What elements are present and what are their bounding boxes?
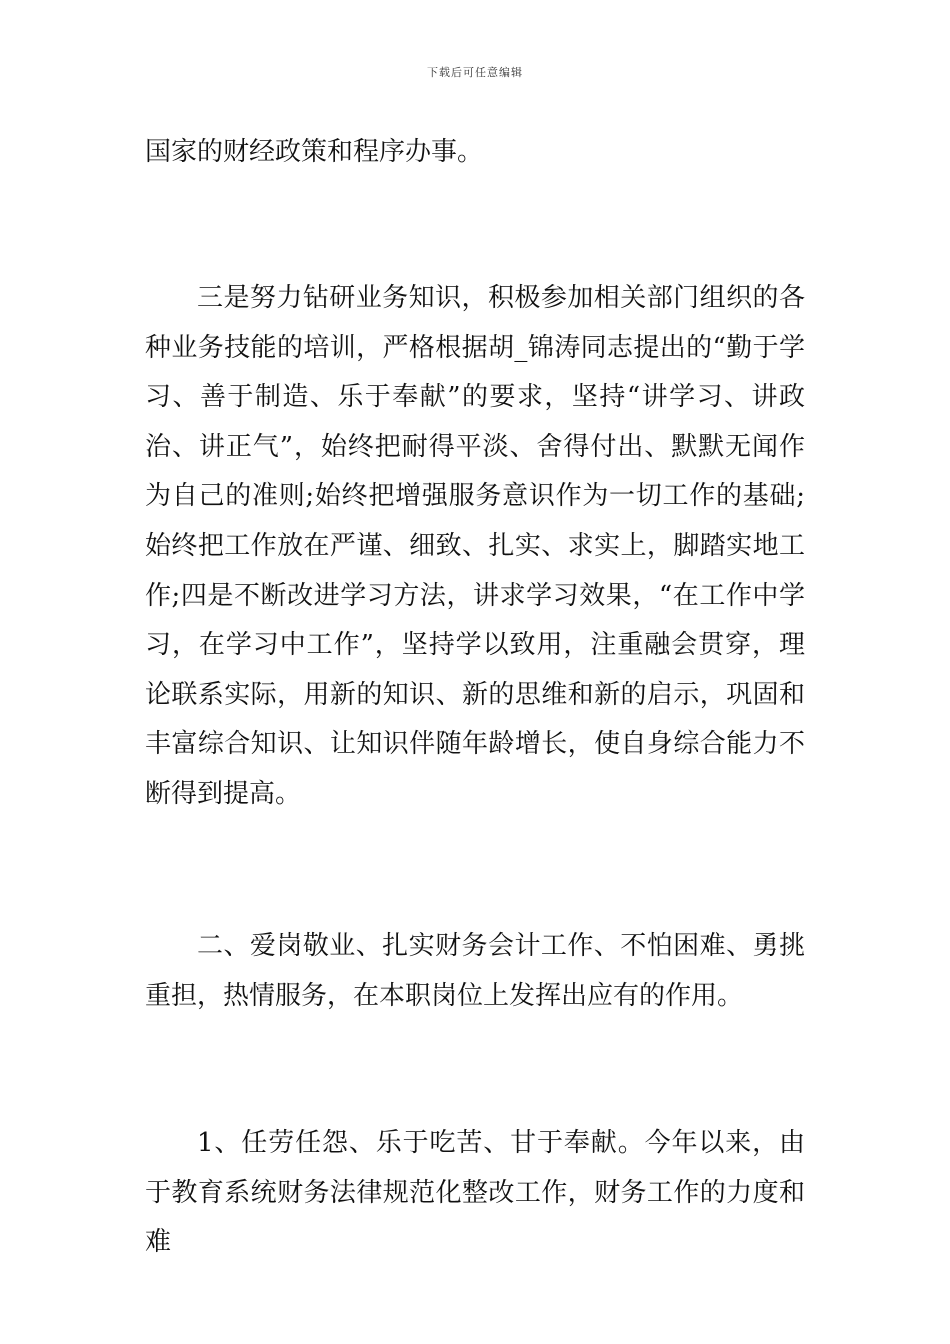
paragraph-continuation: 国家的财经政策和程序办事。 bbox=[145, 137, 484, 167]
paragraph-item-one: 1、任劳任怨、乐于吃苦、甘于奉献。今年以来，由于教育系统财务法律规范化整改工作，财务工作的力度和难 bbox=[145, 1128, 805, 1258]
paragraph-section-two: 二、爱岗敬业、扎实财务会计工作、不怕困难、勇挑重担，热情服务，在本职岗位上发挥出应有的作用。 bbox=[145, 931, 805, 1011]
page-header: 下载后可任意编辑 bbox=[427, 66, 523, 79]
paragraph-study: 三是努力钻研业务知识，积极参加相关部门组织的各种业务技能的培训，严格根据胡_锦涛同志提出的“勤于学习、善于制造、乐于奉献”的要求，坚持“讲学习、讲政治、讲正气”，始终把耐得平淡、舍得付出、默默无闻作为自己的准则;始终把增强服务意识作为一切工作的基础;始终把工作放在严谨、细致、扎实、求实上，脚踏实地工作;四是不断改进学习方法，讲求学习效果，“在工作中学习，在学习中工作”，坚持学以致用，注重融会贯穿，理论联系实际，用新的知识、新的思维和新的启示，巩固和丰富综合知识、让知识伴随年龄增长，使自身综合能力不断得到提高。 bbox=[145, 283, 805, 809]
